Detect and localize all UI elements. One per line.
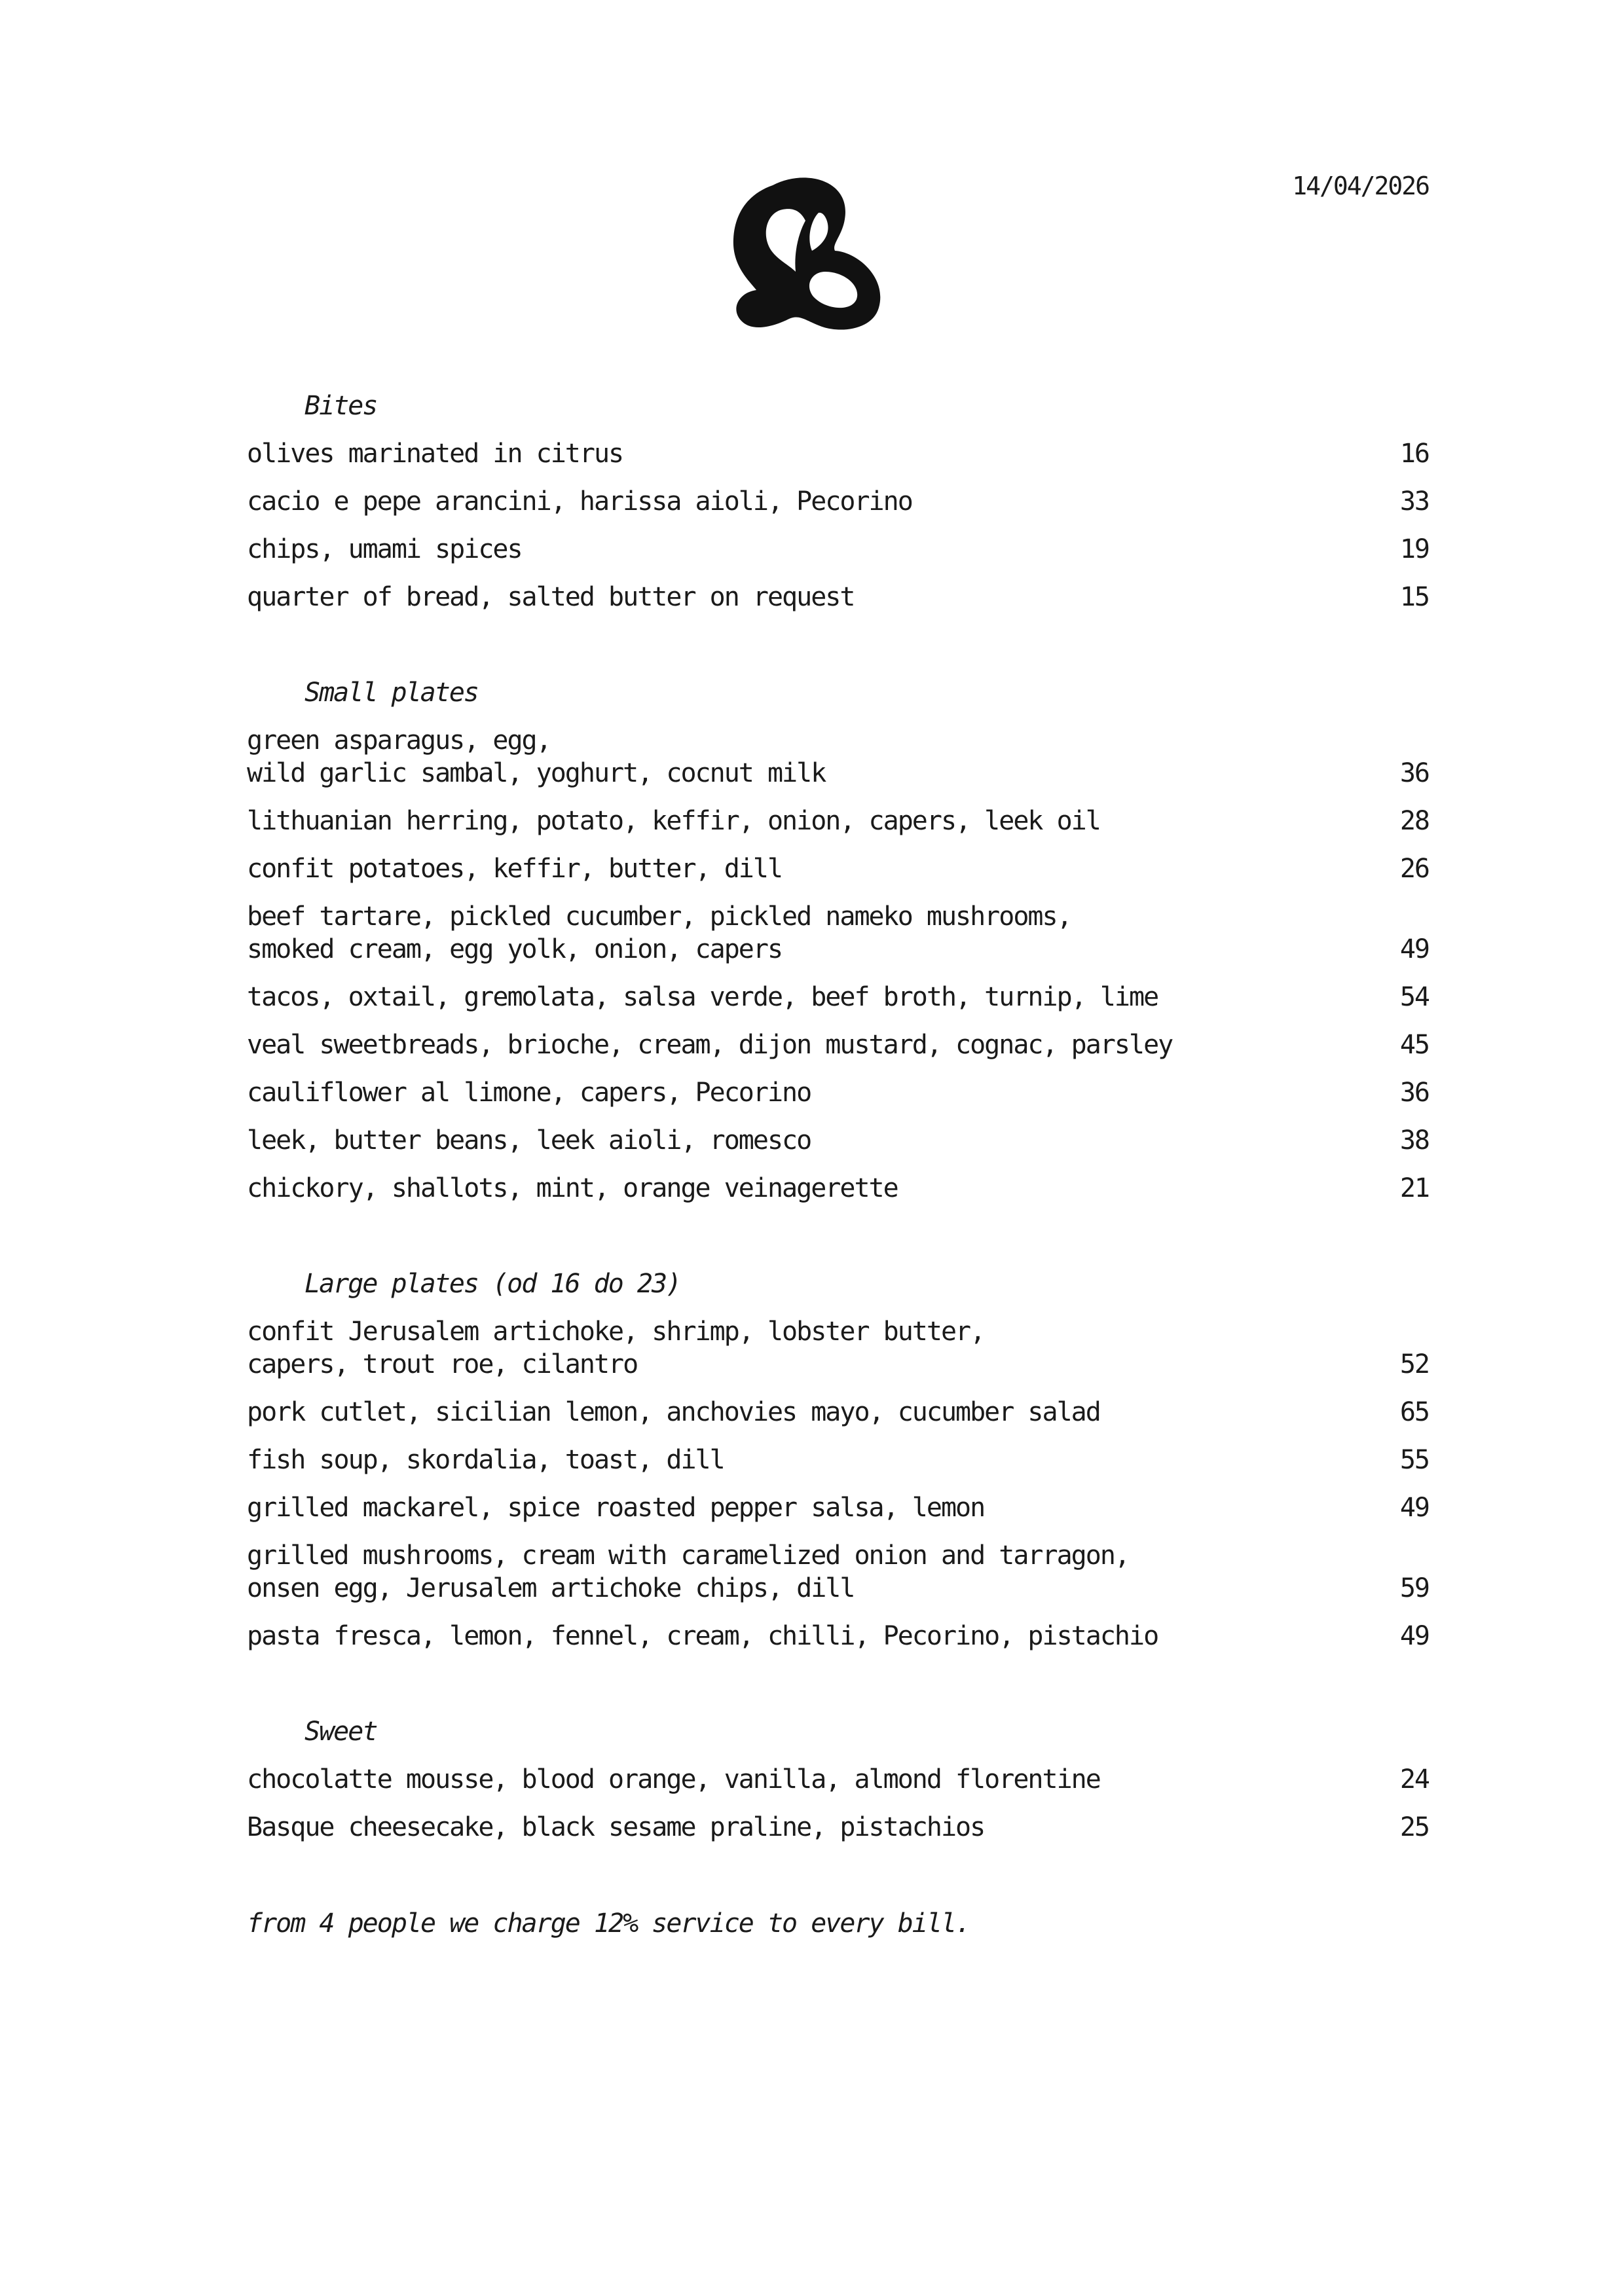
- swirl-monogram-logo: [727, 173, 884, 334]
- menu-item-price: 59: [1399, 1573, 1429, 1603]
- menu-item-name: leek, butter beans, leek aioli, romesco: [247, 1125, 811, 1156]
- menu-item: [247, 1811, 1429, 1844]
- menu-item: [247, 533, 1429, 566]
- menu-item-price: 25: [1399, 1812, 1429, 1842]
- menu-item: [247, 1029, 1429, 1061]
- menu-item-price: 24: [1399, 1764, 1429, 1795]
- menu-item-price: 52: [1399, 1349, 1429, 1379]
- menu-item: [247, 1172, 1429, 1205]
- service-charge-note: from 4 people we charge 12% service to every bill.: [247, 1908, 970, 1939]
- menu-item-name: olives marinated in citrus: [247, 439, 623, 469]
- menu-item-price: 26: [1399, 854, 1429, 884]
- menu-item-name: grilled mackarel, spice roasted pepper salsa, lemon: [247, 1493, 985, 1523]
- menu-item-price: 36: [1399, 758, 1429, 788]
- menu-item-price: 45: [1399, 1030, 1429, 1060]
- menu-date: 14/04/2026: [1292, 172, 1429, 200]
- menu-item-price: 49: [1399, 1493, 1429, 1523]
- menu-item: [247, 485, 1429, 518]
- menu-item: [247, 581, 1429, 613]
- menu-item-price: 33: [1399, 486, 1429, 517]
- menu-item: [247, 724, 1429, 790]
- section-title: Bites: [304, 391, 377, 421]
- menu-item-name: pork cutlet, sicilian lemon, anchovies mayo, cucumber salad: [247, 1397, 1100, 1427]
- menu-item-name: veal sweetbreads, brioche, cream, dijon mustard, cognac, parsley: [247, 1030, 1173, 1060]
- menu-item: [247, 852, 1429, 885]
- menu-item-name: pasta fresca, lemon, fennel, cream, chilli, Pecorino, pistachio: [247, 1621, 1158, 1651]
- menu-item-price: 36: [1399, 1078, 1429, 1108]
- menu-item-name: confit Jerusalem artichoke, shrimp, lobster butter, capers, trout roe, cilantro: [247, 1317, 985, 1379]
- menu-item: [247, 437, 1429, 470]
- menu-item-name: chickory, shallots, mint, orange veinagerette: [247, 1173, 898, 1203]
- menu-item: [247, 1539, 1429, 1605]
- section-title: Large plates (od 16 do 23): [304, 1269, 681, 1299]
- menu-item-name: quarter of bread, salted butter on request: [247, 582, 855, 612]
- menu-item: [247, 1315, 1429, 1381]
- menu-item: [247, 805, 1429, 837]
- menu-item-price: 49: [1399, 934, 1429, 964]
- menu-item-name: cauliflower al limone, capers, Pecorino: [247, 1078, 811, 1108]
- menu-item: [247, 981, 1429, 1013]
- menu-item-price: 65: [1399, 1397, 1429, 1427]
- menu-item: [247, 1076, 1429, 1109]
- section-title: Sweet: [304, 1717, 377, 1747]
- menu-item-name: confit potatoes, keffir, butter, dill: [247, 854, 783, 884]
- menu-item-name: Basque cheesecake, black sesame praline, pistachios: [247, 1812, 985, 1842]
- menu-item-name: lithuanian herring, potato, keffir, onion, capers, leek oil: [247, 806, 1100, 836]
- menu-item-name: beef tartare, pickled cucumber, pickled nameko mushrooms, smoked cream, egg yolk, onion, capers: [247, 902, 1071, 964]
- menu-item: [247, 1444, 1429, 1476]
- menu-item-price: 28: [1399, 806, 1429, 836]
- menu-item-name: fish soup, skordalia, toast, dill: [247, 1445, 724, 1475]
- menu-item-price: 16: [1399, 439, 1429, 469]
- menu-section-small-plates: [247, 676, 1429, 1205]
- menu-item-name: green asparagus, egg, wild garlic sambal, yoghurt, cocnut milk: [247, 725, 826, 788]
- menu-item: [247, 1620, 1429, 1652]
- menu-item: [247, 900, 1429, 966]
- section-title: Small plates: [304, 678, 478, 708]
- menu-item-price: 54: [1399, 982, 1429, 1012]
- menu-item: [247, 1124, 1429, 1157]
- menu-item-price: 15: [1399, 582, 1429, 612]
- menu-item-name: cacio e pepe arancini, harissa aioli, Pecorino: [247, 486, 912, 517]
- menu-item-name: chocolatte mousse, blood orange, vanilla, almond florentine: [247, 1764, 1100, 1795]
- menu-body: [247, 390, 1429, 1940]
- menu-item-name: grilled mushrooms, cream with caramelized onion and tarragon, onsen egg, Jerusalem artichoke chips, dill: [247, 1540, 1130, 1603]
- menu-item-price: 55: [1399, 1445, 1429, 1475]
- menu-section-bites: [247, 390, 1429, 613]
- menu-item-price: 21: [1399, 1173, 1429, 1203]
- menu-item-price: 38: [1399, 1125, 1429, 1156]
- menu-item: [247, 1396, 1429, 1429]
- menu-section-large-plates: [247, 1267, 1429, 1652]
- menu-item-name: tacos, oxtail, gremolata, salsa verde, beef broth, turnip, lime: [247, 982, 1158, 1012]
- menu-item-name: chips, umami spices: [247, 534, 522, 564]
- menu-section-sweet: [247, 1715, 1429, 1844]
- menu-item-price: 49: [1399, 1621, 1429, 1651]
- menu-item: [247, 1763, 1429, 1796]
- menu-item-price: 19: [1399, 534, 1429, 564]
- menu-item: [247, 1491, 1429, 1524]
